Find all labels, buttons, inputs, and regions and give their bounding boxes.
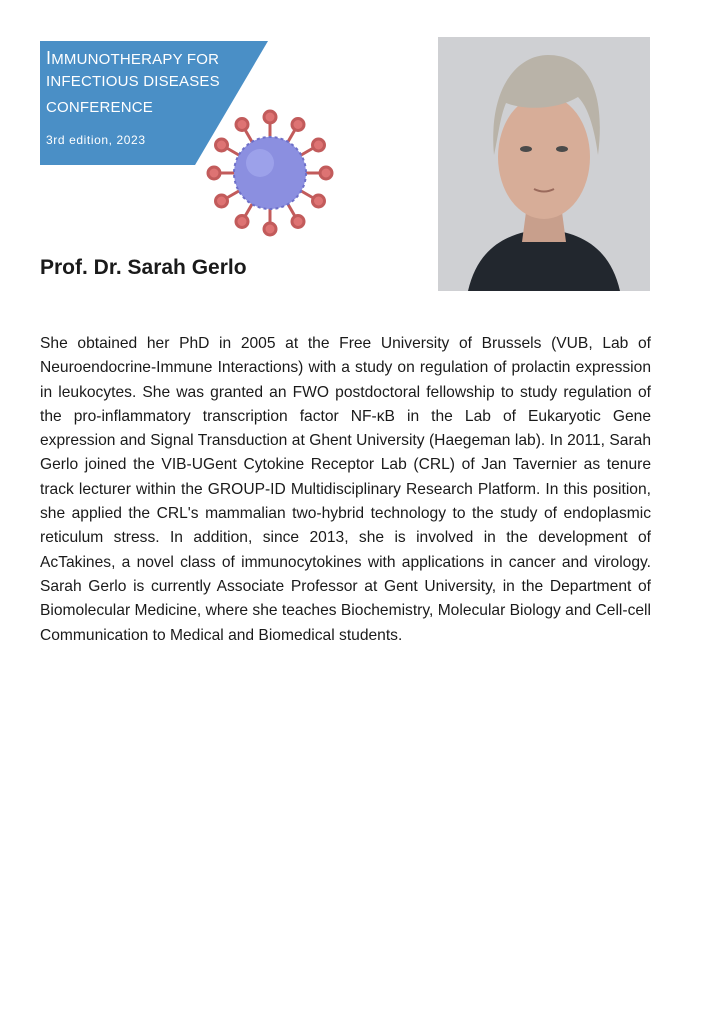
conference-banner (40, 41, 268, 165)
banner-title-initial: I (46, 48, 52, 68)
banner-title-line-1 (46, 49, 219, 69)
banner-title-line-2: INFECTIOUS DISEASES (46, 73, 220, 90)
speaker-portrait (438, 37, 650, 291)
banner-edition: 3rd edition, 2023 (46, 133, 146, 147)
banner-title-line-3: CONFERENCE (46, 99, 154, 116)
speaker-bio: She obtained her PhD in 2005 at the Free University of Brussels (VUB, Lab of Neuroendocrine-Immune Interactions) with a study on regulation of prolactin expression in leukocytes. She was granted an FWO postdoctoral fellowship to study regulation of the pro-inflammatory transcription factor NF-κB in the Lab of Eukaryotic Gene expression and Signal Transduction at Ghent University (Haegeman lab). In 2011, Sarah Gerlo joined the VIB-UGent Cytokine Receptor Lab (CRL) of Jan Tavernier as tenure track lecturer within the GROUP-ID Multidisciplinary Research Platform. In this position, she applied the CRL's mammalian two-hybrid technology to the study of endoplasmic reticulum stress. In addition, since 2013, she is involved in the development of AcTakines, a novel class of immunocytokines with applications in cancer and virology. Sarah Gerlo is currently Associate Professor at Gent University, in the Department of Biomolecular Medicine, where she teaches Biochemistry, Molecular Biology and Cell-cell Communication to Medical and Biomedical students. (40, 335, 651, 644)
portrait-image (438, 37, 650, 291)
speaker-name: Prof. Dr. Sarah Gerlo (40, 256, 247, 279)
virus-icon (190, 101, 350, 241)
banner-title-rest: MMUNOTHERAPY FOR (51, 51, 220, 68)
